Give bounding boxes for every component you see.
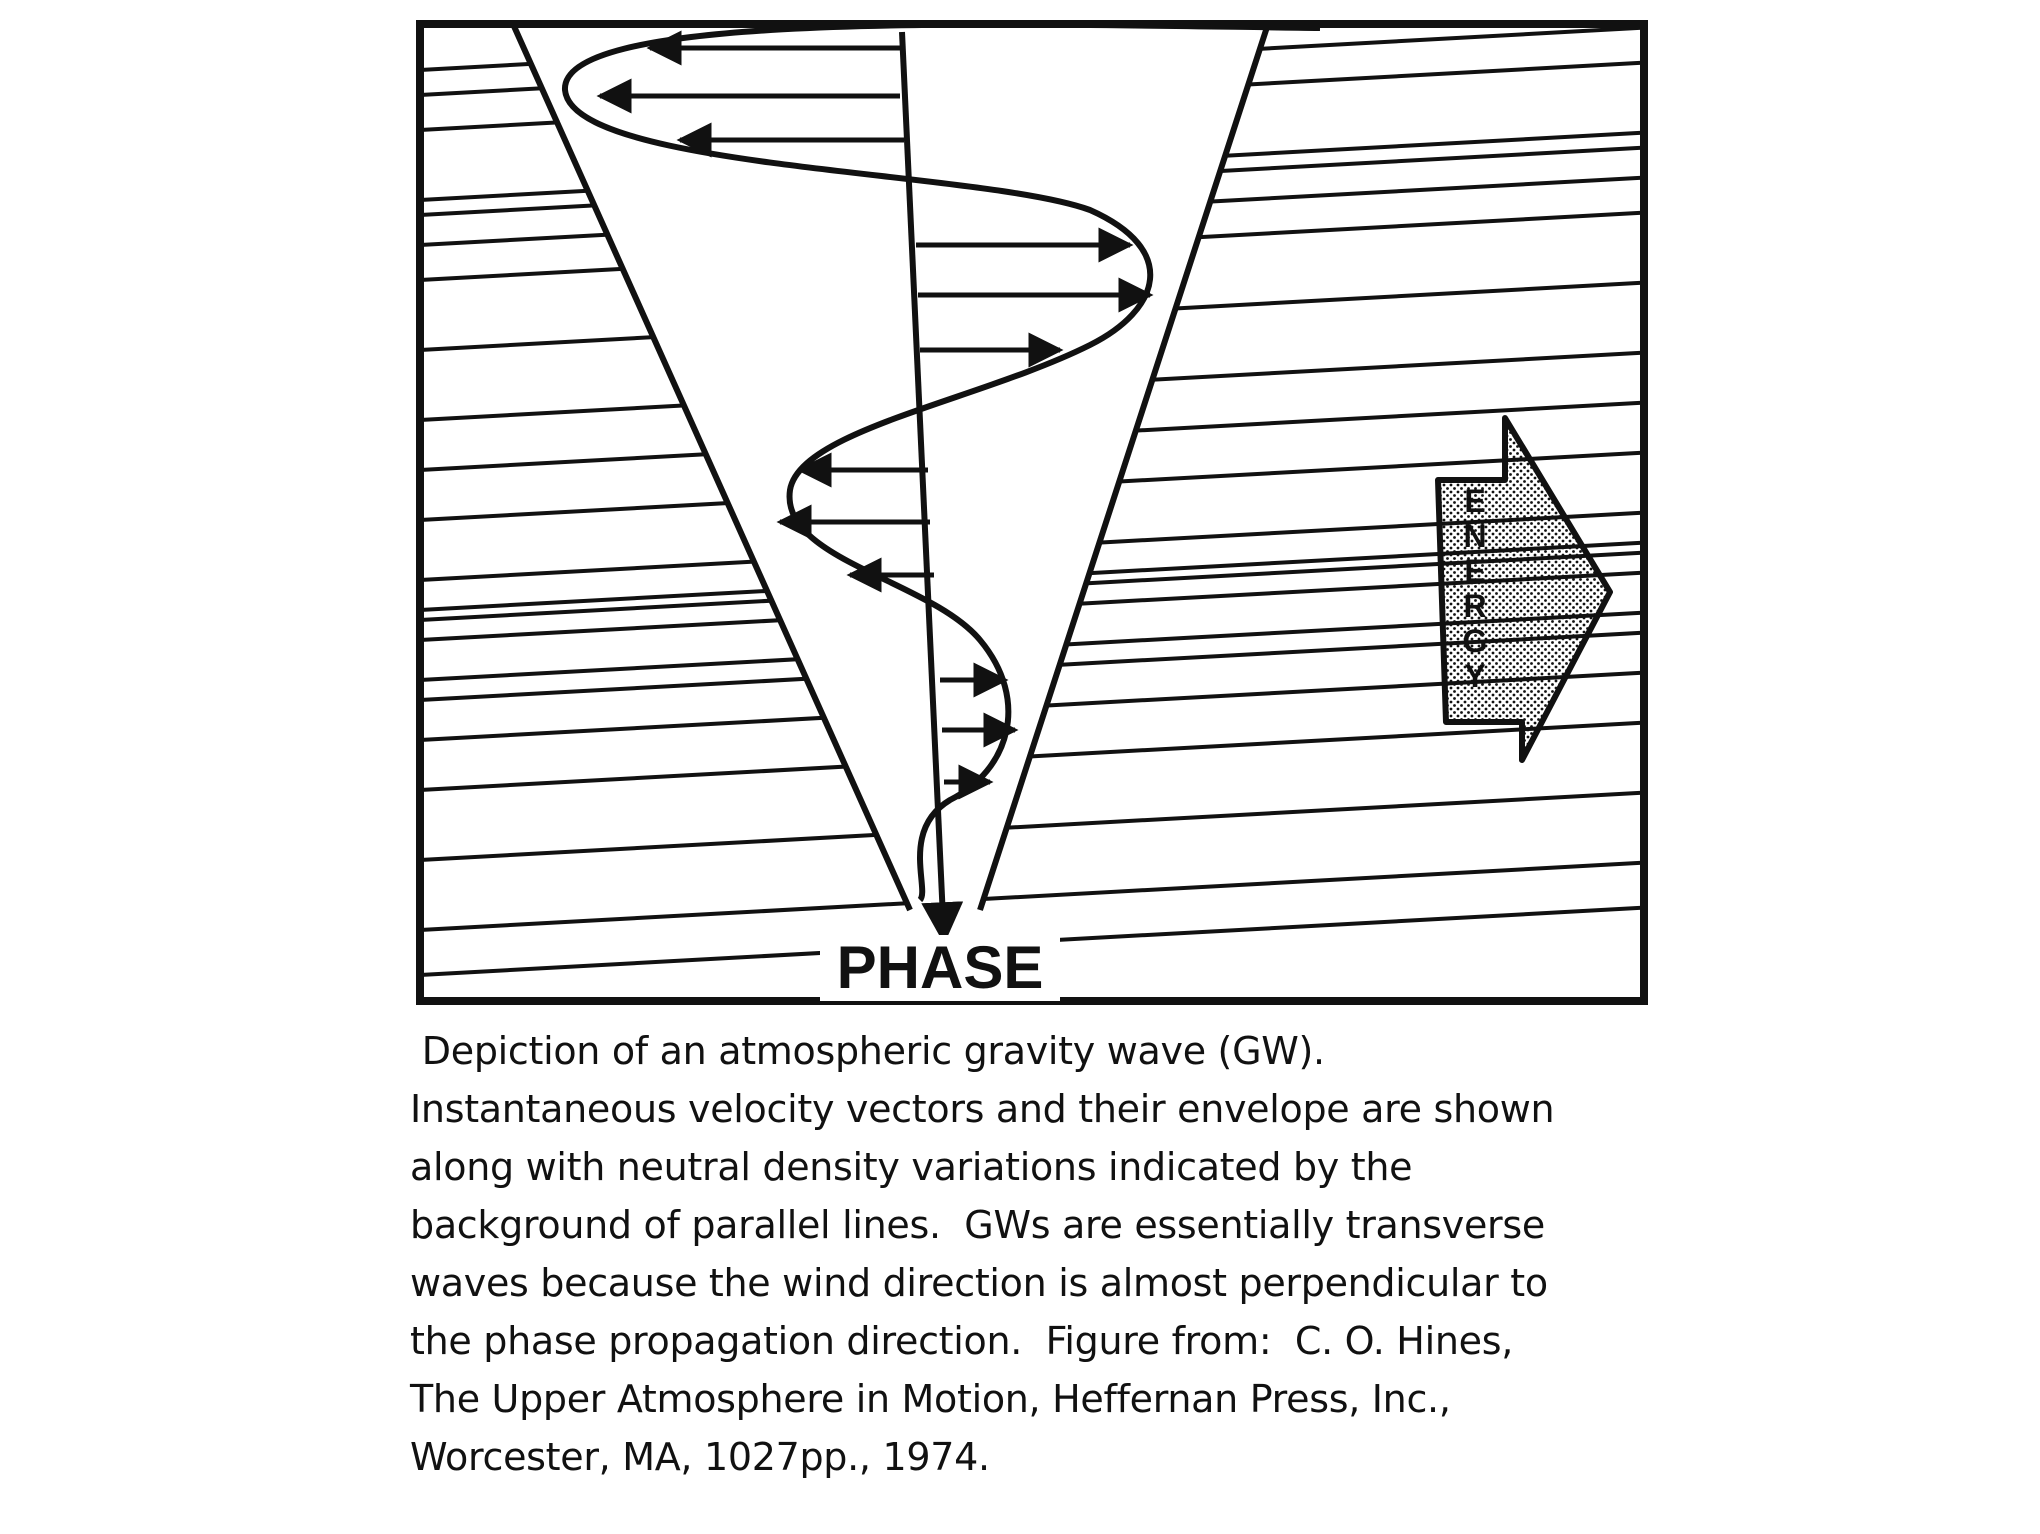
caption-line: The Upper Atmosphere in Motion, Heffernan Press, Inc., xyxy=(410,1377,1451,1421)
caption-line: Worcester, MA, 1027pp., 1974. xyxy=(410,1435,990,1479)
caption-line: background of parallel lines. GWs are essentially transverse xyxy=(410,1203,1545,1247)
energy-letter: E xyxy=(1464,553,1486,589)
caption-line: along with neutral density variations indicated by the xyxy=(410,1145,1413,1189)
energy-letter: G xyxy=(1462,623,1488,659)
energy-letter: R xyxy=(1463,588,1487,624)
energy-label xyxy=(1463,483,1488,694)
caption-line: Instantaneous velocity vectors and their envelope are shown xyxy=(410,1087,1555,1131)
density-line xyxy=(420,862,1650,930)
energy-letter: E xyxy=(1464,483,1486,519)
caption-line: Depiction of an atmospheric gravity wave (GW). xyxy=(410,1029,1325,1073)
figure-caption xyxy=(410,1022,1730,1486)
caption-line: waves because the wind direction is almost perpendicular to xyxy=(410,1261,1548,1305)
energy-letter: Y xyxy=(1464,658,1486,694)
energy-letter: N xyxy=(1463,518,1487,554)
phase-label: PHASE xyxy=(836,934,1044,1001)
caption-line: the phase propagation direction. Figure from: C. O. Hines, xyxy=(410,1319,1513,1363)
density-line xyxy=(420,792,1650,860)
